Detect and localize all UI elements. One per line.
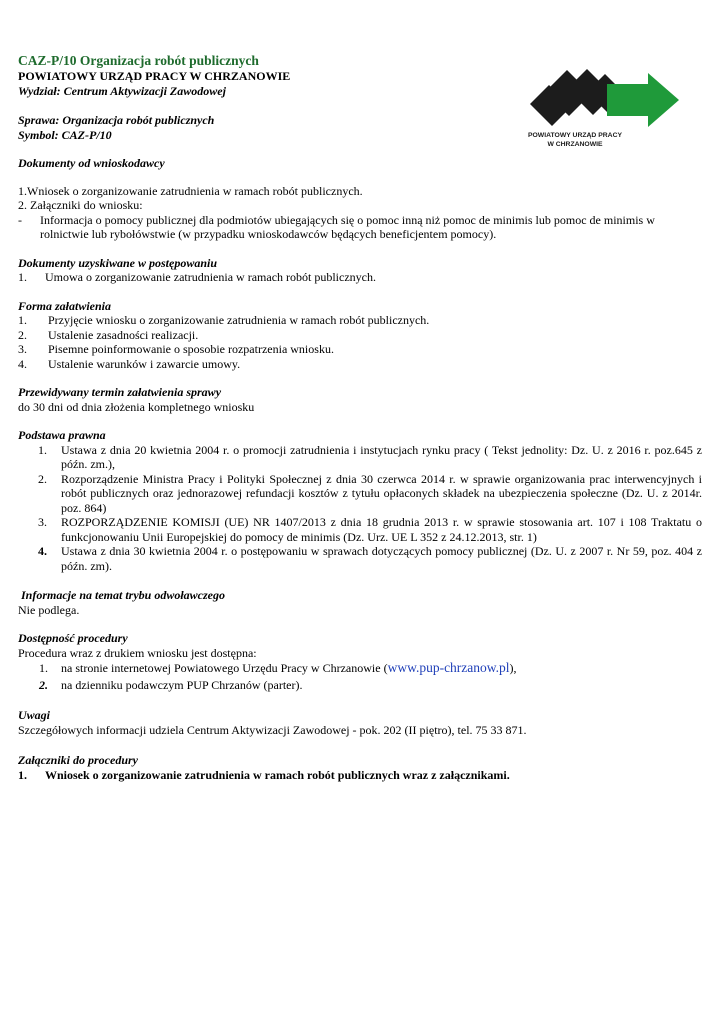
attachments-item-number: 1. xyxy=(18,767,27,782)
legal-item-text: ROZPORZĄDZENIE KOMISJI (UE) NR 1407/2013 z dnia 18 grudnia 2013 r. w sprawie stosowania art. 107 i 108 Traktatu o funkcjonowaniu Unii Europejskiej do pomocy de minimis (Dz. Urz. UE L 352 z 24.12.2013, str. 1) xyxy=(61,515,702,544)
form-item xyxy=(18,357,702,372)
section-attachments xyxy=(18,753,702,782)
form-item-text: Pisemne poinformowanie o sposobie rozpatrzenia wniosku. xyxy=(48,342,334,356)
legal-item xyxy=(18,515,702,544)
availability-item-text xyxy=(61,661,517,676)
document-title: CAZ-P/10 Organizacja robót publicznych xyxy=(18,53,259,68)
documents-sub-marker: - xyxy=(18,212,22,227)
section-availability xyxy=(18,631,702,692)
form-item-number: 2. xyxy=(18,327,27,342)
obtained-heading: Dokumenty uzyskiwane w postępowaniu xyxy=(18,255,218,270)
documents-sub-item xyxy=(18,213,702,242)
availability-intro: Procedura wraz z drukiem wniosku jest dostępna: xyxy=(18,645,257,660)
office-name: POWIATOWY URZĄD PRACY W CHRZANOWIE xyxy=(18,69,291,83)
section-appeal xyxy=(18,588,702,617)
documents-item-1: 1.Wniosek o zorganizowanie zatrudnienia w ramach robót publicznych. xyxy=(18,183,363,198)
availability-heading: Dostępność procedury xyxy=(18,631,128,645)
legal-item-number: 1. xyxy=(38,442,47,457)
legal-item-number: 4. xyxy=(38,544,47,558)
legal-item-number: 3. xyxy=(38,515,47,529)
legal-heading: Podstawa prawna xyxy=(18,428,106,442)
section-notes xyxy=(18,708,702,737)
attachments-heading: Załączniki do procedury xyxy=(18,753,138,767)
availability-item1-before: na stronie internetowej Powiatowego Urzędu Pracy w Chrzanowie ( xyxy=(61,661,388,675)
availability-item xyxy=(18,661,702,676)
logo-text-line1: POWIATOWY URZĄD PRACY xyxy=(527,132,623,139)
documents-item-2: 2. Załączniki do wniosku: xyxy=(18,198,143,212)
form-item-number: 1. xyxy=(18,313,27,327)
availability-item xyxy=(18,678,702,693)
legal-item-text: Rozporządzenie Ministra Pracy i Polityki Społecznej z dnia 30 czerwca 2014 r. w sprawie organizowania prac interwencyjnych i robót publicznych oraz jednorazowej refundacji kosztów z tytułu opłaconych składek na ubezpieczenia społeczne (Dz. U. z 2014r. poz. 864) xyxy=(61,471,702,515)
form-item xyxy=(18,313,702,328)
availability-item-number: 1. xyxy=(39,661,48,675)
section-term xyxy=(18,385,702,414)
appeal-heading: Informacje na temat trybu odwoławczego xyxy=(21,588,225,602)
symbol-line: Symbol: CAZ-P/10 xyxy=(18,127,112,142)
attachments-item xyxy=(18,768,702,783)
document-page xyxy=(18,53,702,782)
obtained-item-number: 1. xyxy=(18,270,27,284)
form-item xyxy=(18,328,702,343)
form-heading: Forma załatwienia xyxy=(18,298,112,313)
legal-item xyxy=(18,443,702,472)
obtained-item xyxy=(18,270,702,285)
legal-item xyxy=(18,544,702,573)
section-obtained xyxy=(18,256,702,285)
legal-item xyxy=(18,472,702,516)
section-documents xyxy=(18,156,702,242)
legal-item-text: Ustawa z dnia 30 kwietnia 2004 r. o postępowaniu w sprawach dotyczących pomocy publicznej (Dz. U. z 2007 r. Nr 59, poz. 404 z późn. zm). xyxy=(61,544,702,573)
obtained-item-text: Umowa o zorganizowanie zatrudnienia w ramach robót publicznych. xyxy=(45,270,376,284)
availability-item1-after: ), xyxy=(509,661,517,675)
website-link[interactable]: www.pup-chrzanow.pl xyxy=(387,660,510,675)
attachments-item-text: Wniosek o zorganizowanie zatrudnienia w ramach robót publicznych wraz z załącznikami. xyxy=(45,767,510,782)
availability-item-number: 2. xyxy=(39,677,48,692)
section-form xyxy=(18,299,702,372)
availability-item-text: na dzienniku podawczym PUP Chrzanów (parter). xyxy=(61,677,303,692)
legal-item-number: 2. xyxy=(38,471,47,486)
section-legal xyxy=(18,428,702,573)
form-item-number: 4. xyxy=(18,356,27,371)
notes-heading: Uwagi xyxy=(18,708,51,722)
legal-item-text: Ustawa z dnia 20 kwietnia 2004 r. o promocji zatrudnienia i instytucjach rynku pracy ( Tekst jednolity: Dz. U. z 2016 r. poz.645 z późn. zm.), xyxy=(61,442,702,471)
documents-sub-text: Informacja o pomocy publicznej dla podmiotów ubiegających się o pomoc inną niż pomoc de minimis lub pomoc de minimis w rolnictwie lub rybołówstwie (w przypadku wnioskodawców będących beneficjentem pomocy). xyxy=(40,212,655,241)
form-item xyxy=(18,342,702,357)
logo-text-line2: W CHRZANOWIE xyxy=(547,141,603,148)
case-line: Sprawa: Organizacja robót publicznych xyxy=(18,113,215,127)
department-line: Wydział: Centrum Aktywizacji Zawodowej xyxy=(18,83,226,98)
form-item-text: Przyjęcie wniosku o zorganizowanie zatrudnienia w ramach robót publicznych. xyxy=(48,313,430,327)
case-block xyxy=(18,113,702,142)
form-item-text: Ustalenie warunków i zawarcie umowy. xyxy=(48,356,241,371)
term-heading: Przewidywany termin załatwienia sprawy xyxy=(18,385,222,399)
form-item-number: 3. xyxy=(18,342,27,356)
appeal-text: Nie podlega. xyxy=(18,602,80,617)
notes-text: Szczegółowych informacji udziela Centrum Aktywizacji Zawodowej - pok. 202 (II piętro), tel. 75 33 871. xyxy=(18,722,527,737)
term-text: do 30 dni od dnia złożenia kompletnego wniosku xyxy=(18,399,255,414)
documents-heading: Dokumenty od wnioskodawcy xyxy=(18,156,165,170)
form-item-text: Ustalenie zasadności realizacji. xyxy=(48,327,199,342)
